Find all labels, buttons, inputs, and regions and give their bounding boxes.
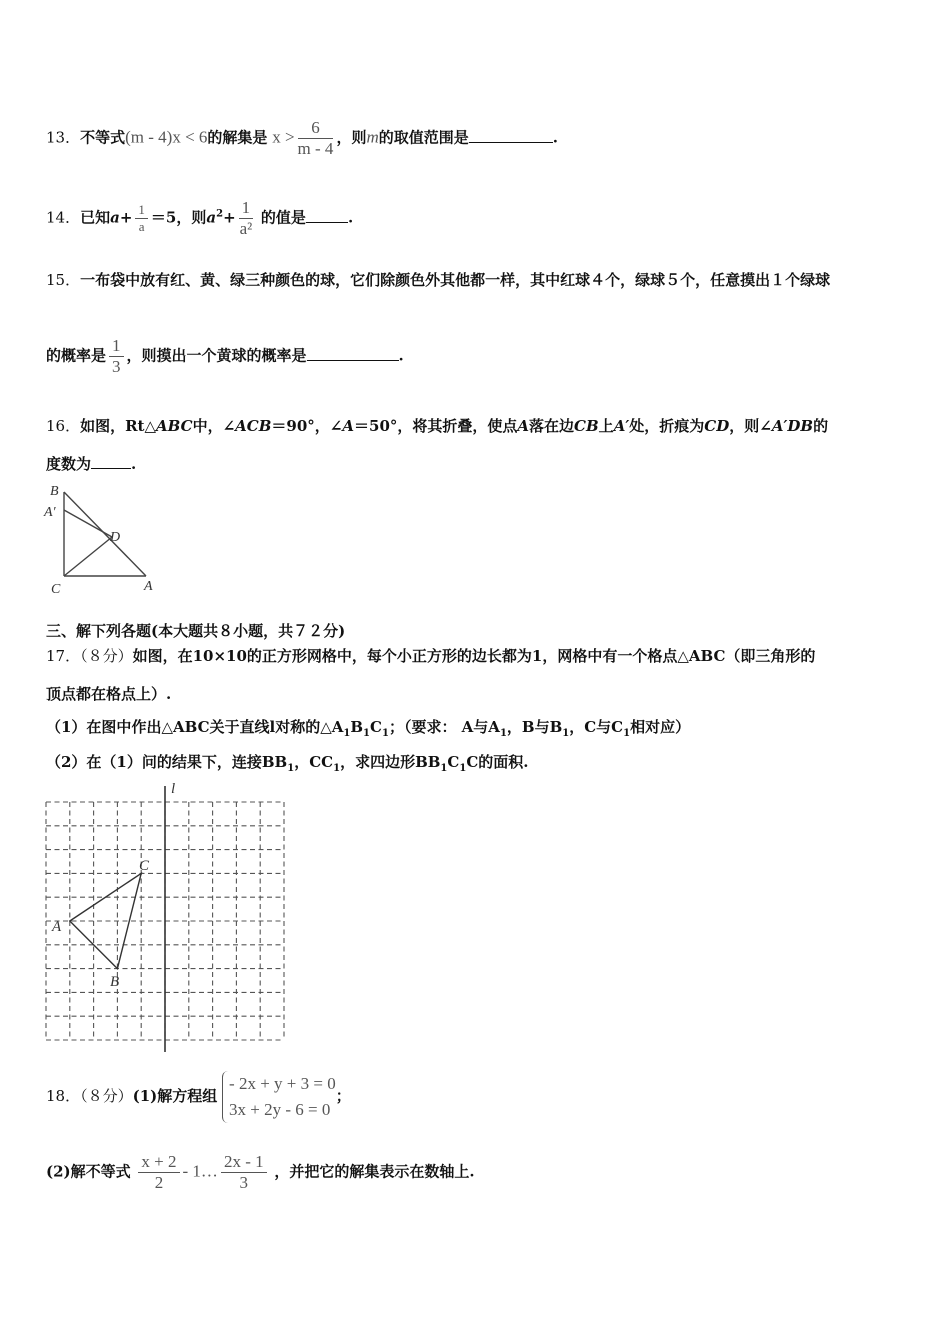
question-18-part1: 18．（８分）(1)解方程组 - 2x + y + 3 = 0 3x + 2y - 6 = 0 ； [46,1068,351,1124]
question-17-part2: （2）在（1）问的结果下，连接$BB_1$，$CC_1$，求四边形$BB_1C_1C$的面积. [46,753,529,774]
question-17-line1: 17．（８分）如图，在10×10的正方形网格中，每个小正方形的边长都为1，网格中有一个格点△ABC（即三角形的 [46,647,816,665]
question-17-part1: （1）在图中作出△ABC关于直线l对称的$\triangle A_1B_1C_1$；（要求： A与$A_1$，B与$B_1$，C与$C_1$相对应） [46,718,691,739]
equation-system: - 2x + y + 3 = 0 3x + 2y - 6 = 0 [222,1071,336,1123]
segment-ba [64,492,146,576]
q14-fraction-2: $\frac{1}{\text{a²}}$ [239,198,253,238]
answer-blank-14[interactable] [306,208,348,223]
fraction-x-plus-2: $\frac{x + 2}{2}$ [138,1152,179,1193]
label-A: A [52,919,62,935]
q13-fraction: $\frac{6}{m - 4}$ [297,118,334,158]
q13-number: 13． [46,128,81,147]
q15-fraction: $\frac{1}{3}$ [109,336,124,377]
label-A-prime: A′ [44,505,56,520]
triangle-fold-figure [40,480,170,598]
answer-blank-15[interactable] [307,346,399,361]
label-A: A [144,579,153,594]
question-18-part2: (2)解不等式 $\frac{x + 2}{2}$ - 1… $\frac{2x - 1}{3}$ ，并把它的解集表示在数轴上. [46,1152,475,1192]
question-17-line2: 顶点都在格点上）. [46,685,172,703]
label-C: C [51,582,61,597]
label-B: B [110,974,120,990]
question-15-line1: 15．一布袋中放有红、黄、绿三种颜色的球，它们除颜色外其他都一样，其中红球４个，绿球５个，任意摸出１个绿球 [46,271,831,289]
question-14: 14．已知a+ $\frac{1}{a}$ ＝5，则$a^2+$ $\frac{1}{\text{a²}}$ 的值是 . [46,198,354,238]
question-15-line2: 的概率是 $\frac{1}{3}$ ，则摸出一个黄球的概率是 . [46,336,404,376]
grid-figure [40,778,292,1054]
segment-apd [64,510,112,537]
segment-cd [64,537,112,576]
section-3-heading: 三、解下列各题(本大题共８小题，共７２分) [46,622,346,640]
answer-blank-13[interactable] [469,128,553,143]
label-D: D [110,530,121,545]
question-13: 13．不等式(m - 4)x < 6的解集是 x > $\frac{6}{m - 4}$ ，则m的取值范围是 . [46,118,558,158]
label-B: B [50,484,59,499]
q13-expression: (m - 4)x < 6 [125,127,208,147]
answer-blank-16[interactable] [91,454,131,469]
q14-fraction-1: $\frac{1}{a}$ [135,202,148,235]
label-C: C [139,858,150,874]
fraction-2x-minus-1: $\frac{2x - 1}{3}$ [221,1152,267,1193]
question-16-line1: 16．如图，Rt△ABC中，∠ACB＝90°，∠A＝50°，将其折叠，使点A落在边CB上A′处，折痕为CD，则∠A′DB的 [46,417,829,435]
question-16-line2: 度数为 . [46,455,137,473]
label-l: l [171,781,176,797]
